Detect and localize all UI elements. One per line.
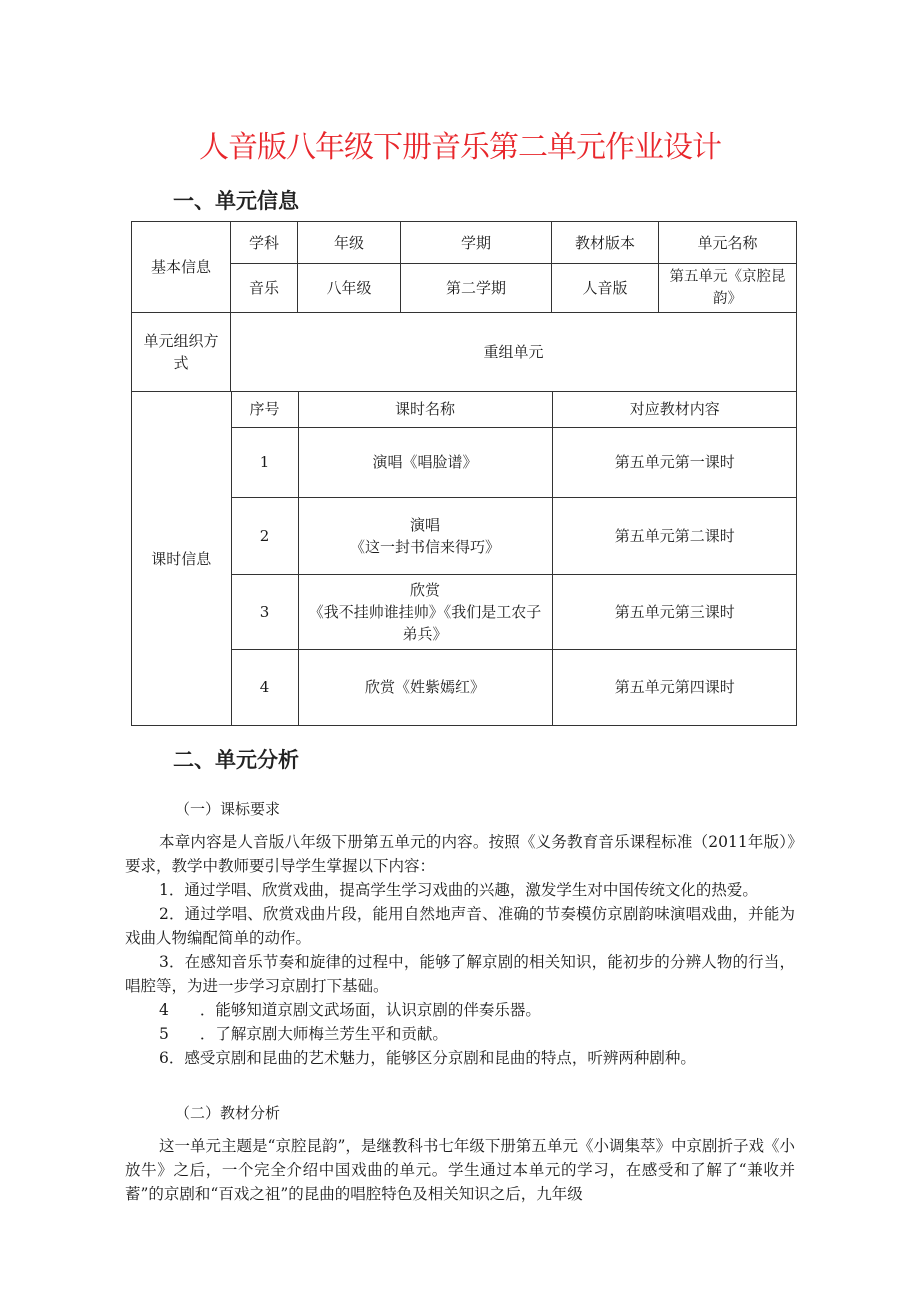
header-edition: 教材版本 bbox=[552, 222, 659, 264]
section-heading-unit-analysis: 二、单元分析 bbox=[173, 748, 299, 772]
page-title: 人音版八年级下册音乐第二单元作业设计 bbox=[199, 130, 721, 165]
list-item: 6．感受京剧和昆曲的艺术魅力，能够区分京剧和昆曲的特点，听辨两种剧种。 bbox=[159, 1049, 696, 1067]
lesson-header-name: 课时名称 bbox=[298, 392, 552, 427]
header-grade: 年级 bbox=[298, 222, 401, 264]
lesson-content: 第五单元第一课时 bbox=[552, 427, 797, 497]
lesson-name: 演唱 《这一封书信来得巧》 bbox=[298, 497, 552, 574]
subheading-material-analysis: （二）教材分析 bbox=[175, 1104, 281, 1122]
lesson-content: 第五单元第二课时 bbox=[552, 497, 797, 574]
lesson-content: 第五单元第三课时 bbox=[552, 574, 797, 649]
lesson-content: 第五单元第四课时 bbox=[614, 678, 735, 697]
org-label: 单元组织方式 bbox=[132, 313, 231, 392]
list-item: 5 ．了解京剧大师梅兰芳生平和贡献。 bbox=[159, 1025, 448, 1043]
lesson-name: 欣赏 《我不挂帅谁挂帅》《我们是工农子弟兵》 bbox=[298, 574, 552, 649]
header-unit-name: 单元名称 bbox=[659, 222, 797, 264]
lesson-header-no: 序号 bbox=[231, 392, 298, 427]
lesson-no: 2 bbox=[231, 497, 298, 574]
lesson-no: 1 bbox=[231, 427, 298, 497]
unit-info-table bbox=[131, 221, 797, 726]
list-item: 3．在感知音乐节奏和旋律的过程中，能够了解京剧的相关知识，能初步的分辨人物的行当，唱腔等，为进一步学习京剧打下基础。 bbox=[125, 953, 795, 995]
value-term: 第二学期 bbox=[401, 264, 552, 313]
value-grade: 八年级 bbox=[298, 264, 401, 313]
org-value: 重组单元 bbox=[231, 313, 797, 392]
value-unit-name: 第五单元《京腔昆韵》 bbox=[659, 264, 797, 313]
list-item: 1．通过学唱、欣赏戏曲，提高学生学习戏曲的兴趣，激发学生对中国传统文化的热爱。 bbox=[159, 881, 758, 899]
lesson-info-label: 课时信息 bbox=[132, 392, 231, 725]
header-term: 学期 bbox=[401, 222, 552, 264]
lesson-header-content: 对应教材内容 bbox=[552, 392, 797, 427]
table-row bbox=[132, 427, 797, 497]
subheading-curriculum: （一）课标要求 bbox=[175, 800, 281, 818]
table-row bbox=[132, 649, 797, 725]
section-heading-unit-info: 一、单元信息 bbox=[173, 189, 299, 213]
intro-paragraph: 本章内容是人音版八年级下册第五单元的内容。按照《义务教育音乐课程标准（2011年版）》要求，教学中教师要引导学生掌握以下内容： bbox=[125, 833, 795, 875]
value-subject: 音乐 bbox=[231, 264, 298, 313]
basic-info-label: 基本信息 bbox=[132, 222, 231, 313]
analysis-body bbox=[125, 1134, 795, 1206]
value-edition: 人音版 bbox=[552, 264, 659, 313]
analysis-paragraph: 这一单元主题是“京腔昆韵”，是继教科书七年级下册第五单元《小调集萃》中京剧折子戏《小放牛》之后，一个完全介绍中国戏曲的单元。学生通过本单元的学习，在感受和了解了“兼收并蓄”的京剧和“百戏之祖”的昆曲的唱腔特色及相关知识之后，九年级 bbox=[125, 1137, 795, 1203]
lesson-no: 4 bbox=[231, 649, 298, 725]
lesson-name: 欣赏《姓紫嫣红》 bbox=[298, 649, 552, 725]
lesson-no: 3 bbox=[231, 574, 298, 649]
table-row bbox=[132, 497, 797, 574]
header-subject: 学科 bbox=[231, 222, 298, 264]
table-row bbox=[132, 574, 797, 649]
lesson-name: 演唱《唱脸谱》 bbox=[298, 427, 552, 497]
list-item: 4 ．能够知道京剧文武场面，认识京剧的伴奏乐器。 bbox=[159, 1001, 541, 1019]
curriculum-body bbox=[125, 830, 795, 1070]
list-item: 2．通过学唱、欣赏戏曲片段，能用自然地声音、准确的节奏模仿京剧韵味演唱戏曲，并能为戏曲人物编配简单的动作。 bbox=[125, 905, 795, 947]
